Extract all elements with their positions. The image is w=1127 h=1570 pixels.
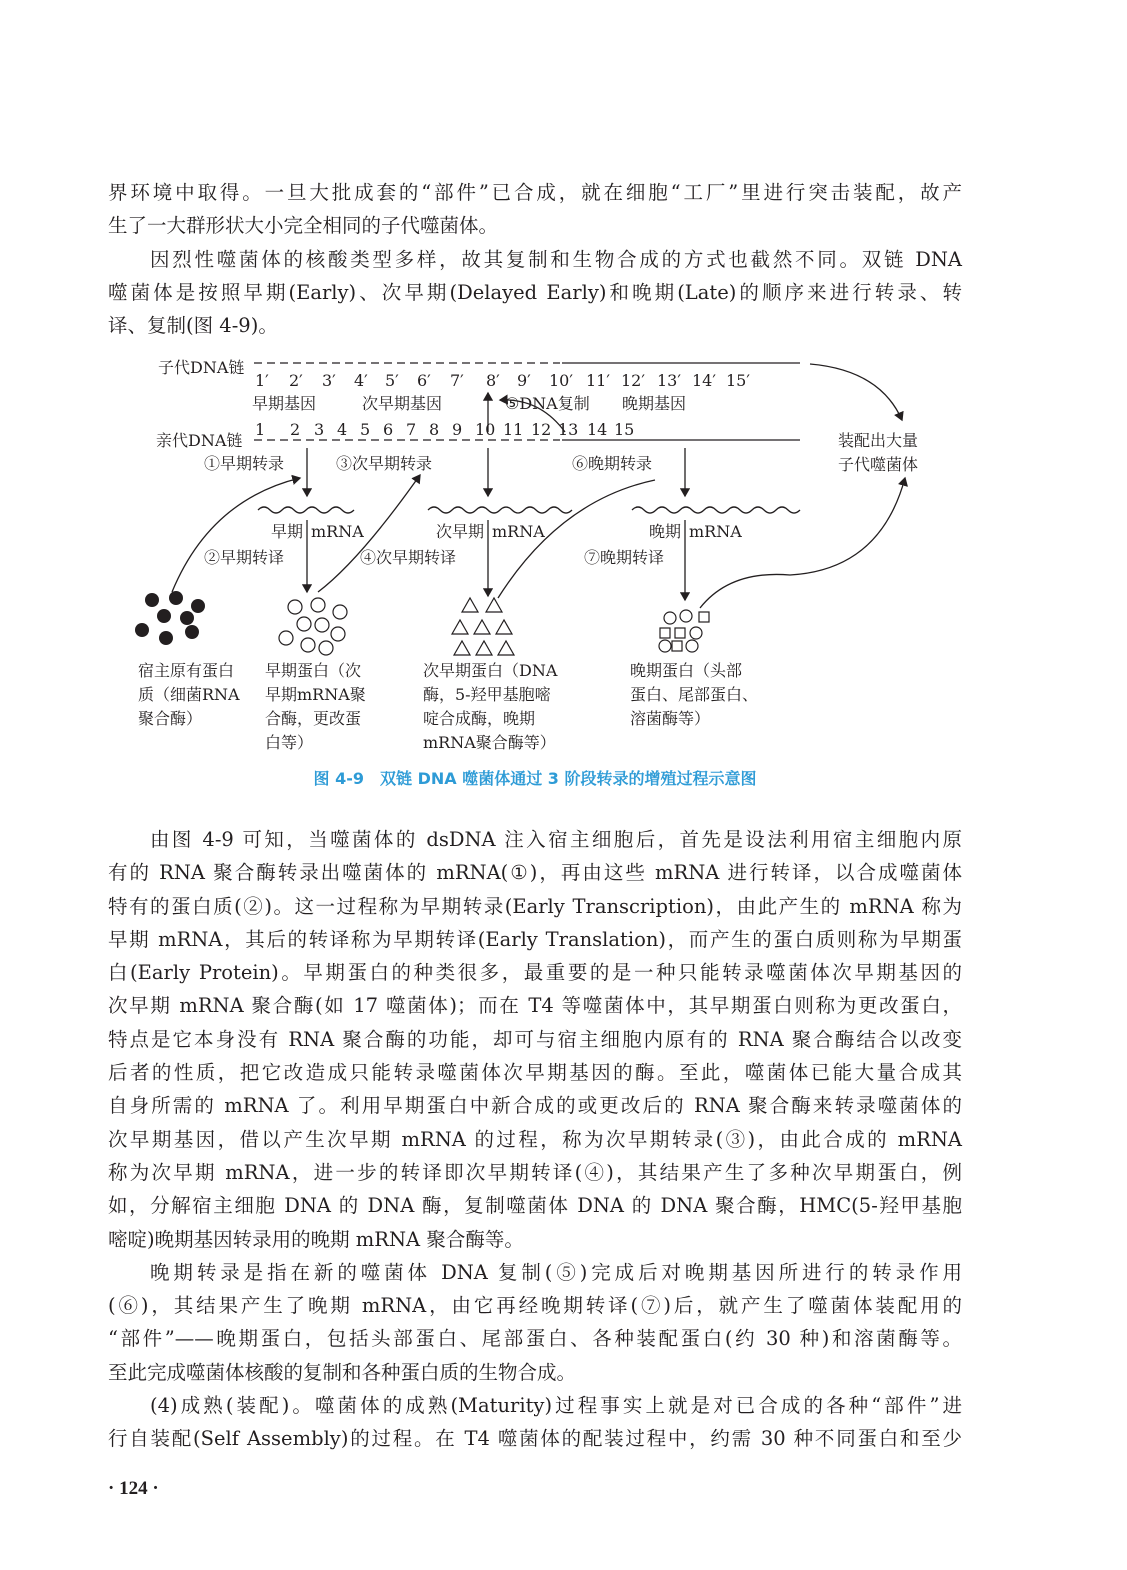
- mrna-label: 晚期 mRNA: [648, 522, 742, 541]
- early-mrna-wave: [258, 507, 354, 513]
- translation-label: ⑦晚期转译: [584, 548, 665, 567]
- assembly-arrow: [810, 364, 902, 420]
- protein-label: mRNA聚合酶等）: [423, 733, 556, 752]
- gene-number: 9′: [517, 371, 531, 390]
- gene-number: 1: [255, 420, 266, 439]
- gene-number: 4′: [354, 371, 368, 390]
- gene-number: 11′: [586, 371, 610, 390]
- text-line: (⑥)，其结果产生了晚期 mRNA，由它再经晚期转译(⑦)后，就产生了噬菌体装配用的: [108, 1294, 962, 1318]
- gene-number: 8: [429, 420, 440, 439]
- text-line: “部件”——晚期蛋白，包括头部蛋白、尾部蛋白、各种装配蛋白(约 30 种)和溶菌酶等。: [108, 1327, 962, 1351]
- gene-number: 1′: [255, 371, 269, 390]
- delayed-protein-triangles: [452, 598, 514, 655]
- protein-label: 宿主原有蛋白: [138, 661, 235, 680]
- text-line: 因烈性噬菌体的核酸类型多样，故其复制和生物合成的方式也截然不同。双链 DNA: [150, 247, 962, 271]
- gene-number: 2′: [289, 371, 303, 390]
- gene-number: 6: [383, 420, 394, 439]
- late-protein-shapes: [659, 610, 709, 652]
- page-number: · 124 ·: [108, 1478, 159, 1499]
- protein-label: 蛋白、尾部蛋白、: [630, 685, 759, 704]
- protein-label-host: [138, 661, 240, 728]
- late-mrna-wave: [632, 507, 800, 513]
- protein-label: 白等）: [265, 733, 314, 752]
- text-line: 次早期 mRNA 聚合酶(如 17 噬菌体)；而在 T4 等噬菌体中，其早期蛋白则称为更改蛋白，: [108, 994, 962, 1018]
- gene-number: 9: [452, 420, 463, 439]
- protein-label-delayed: [423, 661, 558, 752]
- gene-number: 13′: [657, 371, 681, 390]
- protein-label-late: [630, 661, 758, 728]
- text-line: 特点是它本身没有 RNA 聚合酶的功能，却可与宿主细胞内原有的 RNA 聚合酶结合以改变: [108, 1027, 962, 1051]
- text-line: 行自装配(Self Assembly)的过程。在 T4 噬菌体的配装过程中，约需 30 种不同蛋白和至少: [108, 1427, 962, 1451]
- gene-label: 晚期基因: [622, 394, 687, 413]
- protein-label: 晚期蛋白（头部: [630, 661, 743, 680]
- protein-label: 合酶，更改蛋: [265, 709, 362, 728]
- gene-number: 3: [314, 420, 325, 439]
- transcription-label: ⑥晚期转录: [572, 454, 653, 473]
- text-line: 次早期基因，借以产生次早期 mRNA 的过程，称为次早期转录(③)，由此合成的 mRNA: [108, 1127, 962, 1151]
- gene-number: 10: [475, 420, 496, 439]
- assembly-label: 装配出大量: [838, 431, 919, 450]
- text-line: 译、复制(图 4-9)。: [108, 314, 278, 338]
- text-line: 后者的性质，把它改造成只能转录噬菌体次早期基因的酶。至此，噬菌体已能大量合成其: [108, 1061, 962, 1085]
- early-protein-circles: [279, 598, 347, 655]
- translation-label: ②早期转译: [204, 548, 285, 567]
- figure-caption: 图 4-9 双链 DNA 噬菌体通过 3 阶段转录的增殖过程示意图: [313, 769, 757, 788]
- protein-label: 早期mRNA聚: [265, 685, 366, 704]
- text-line: 如，分解宿主细胞 DNA 的 DNA 酶，复制噬菌体 DNA 的 DNA 聚合酶，HMC(5-羟甲基胞: [108, 1194, 962, 1218]
- transcription-label: ①早期转录: [204, 454, 285, 473]
- protein-label: 溶菌酶等）: [630, 709, 711, 728]
- text-line: 生了一大群形状大小完全相同的子代噬菌体。: [108, 214, 499, 238]
- text-line: 白(Early Protein)。早期蛋白的种类很多，最重要的是一种只能转录噬菌体次早期基因的: [108, 961, 962, 985]
- gene-number: 13: [558, 420, 579, 439]
- text-line: 自身所需的 mRNA 了。利用早期蛋白中新合成的或更改后的 RNA 聚合酶来转录噬菌体的: [108, 1094, 962, 1118]
- text-line: 有的 RNA 聚合酶转录出噬菌体的 mRNA(①)，再由这些 mRNA 进行转译，以合成噬菌体: [108, 861, 962, 885]
- gene-number: 6′: [417, 371, 431, 390]
- gene-number: 2: [290, 420, 301, 439]
- prime-gene-numbers: [255, 371, 750, 390]
- delayed-mrna-wave: [428, 507, 572, 513]
- protein-label: 酶，5-羟甲基胞嘧: [423, 685, 551, 704]
- protein-label: 质（细菌RNA: [138, 685, 240, 704]
- gene-number: 12: [531, 420, 552, 439]
- protein-label: 早期蛋白（次: [265, 661, 362, 680]
- transcription-label: ③次早期转录: [336, 454, 433, 473]
- gene-number: 3′: [322, 371, 336, 390]
- text-line: 特有的蛋白质(②)。这一过程称为早期转录(Early Transcription)，由此产生的 mRNA 称为: [108, 894, 962, 918]
- assembly-label: 子代噬菌体: [838, 455, 919, 474]
- text-line: 晚期转录是指在新的噬菌体 DNA 复制(⑤)完成后对晚期基因所进行的转录作用: [150, 1260, 962, 1284]
- text-line: 嘧啶)晚期基因转录用的晚期 mRNA 聚合酶等。: [108, 1227, 524, 1251]
- gene-number: 15′: [726, 371, 750, 390]
- gene-label: ⑤DNA复制: [505, 394, 590, 413]
- gene-number: 7′: [450, 371, 464, 390]
- daughter-strand-label: 子代DNA链: [158, 358, 245, 377]
- gene-number: 15: [614, 420, 635, 439]
- protein-label-early: [265, 661, 366, 752]
- gene-number: 4: [337, 420, 348, 439]
- protein-label: 聚合酶）: [138, 709, 203, 728]
- gene-label: 次早期基因: [362, 394, 443, 413]
- body-text: [108, 823, 962, 1456]
- gene-number: 10′: [549, 371, 573, 390]
- gene-number: 11: [503, 420, 524, 439]
- gene-number: 14: [587, 420, 608, 439]
- gene-number: 12′: [621, 371, 645, 390]
- text-line: 噬菌体是按照早期(Early)、次早期(Delayed Early)和晚期(Late)的顺序来进行转录、转: [108, 280, 962, 304]
- mrna-label: 早期 mRNA: [270, 522, 364, 541]
- text-line: (4)成熟(装配)。噬菌体的成熟(Maturity)过程事实上就是对已合成的各种“部件”进: [150, 1394, 962, 1418]
- text-line: 由图 4-9 可知，当噬菌体的 dsDNA 注入宿主细胞后，首先是设法利用宿主细胞内原: [150, 828, 962, 851]
- text-line: 至此完成噬菌体核酸的复制和各种蛋白质的生物合成。: [108, 1360, 577, 1384]
- text-line: 称为次早期 mRNA，进一步的转译即次早期转译(④)，其结果产生了多种次早期蛋白，例: [108, 1160, 962, 1184]
- mrna-label: 次早期 mRNA: [435, 522, 545, 541]
- protein-label: 次早期蛋白（DNA: [423, 661, 558, 680]
- gene-number: 5: [360, 420, 371, 439]
- gene-number: 7: [406, 420, 417, 439]
- parent-gene-numbers: [255, 420, 634, 439]
- parent-strand-label: 亲代DNA链: [156, 431, 243, 450]
- gene-label: 早期基因: [252, 394, 317, 413]
- translation-label: ④次早期转译: [360, 548, 457, 567]
- gene-number: 5′: [385, 371, 399, 390]
- protein-label: 啶合成酶，晚期: [423, 709, 536, 728]
- host-protein-dots: [135, 591, 205, 645]
- text-line: 界环境中取得。一旦大批成套的“部件”已合成，就在细胞“工厂”里进行突击装配，故产: [108, 181, 962, 204]
- text-line: 早期 mRNA，其后的转译称为早期转译(Early Translation)，而产生的蛋白质则称为早期蛋: [108, 927, 962, 951]
- gene-number: 14′: [692, 371, 716, 390]
- gene-number: 8′: [486, 371, 500, 390]
